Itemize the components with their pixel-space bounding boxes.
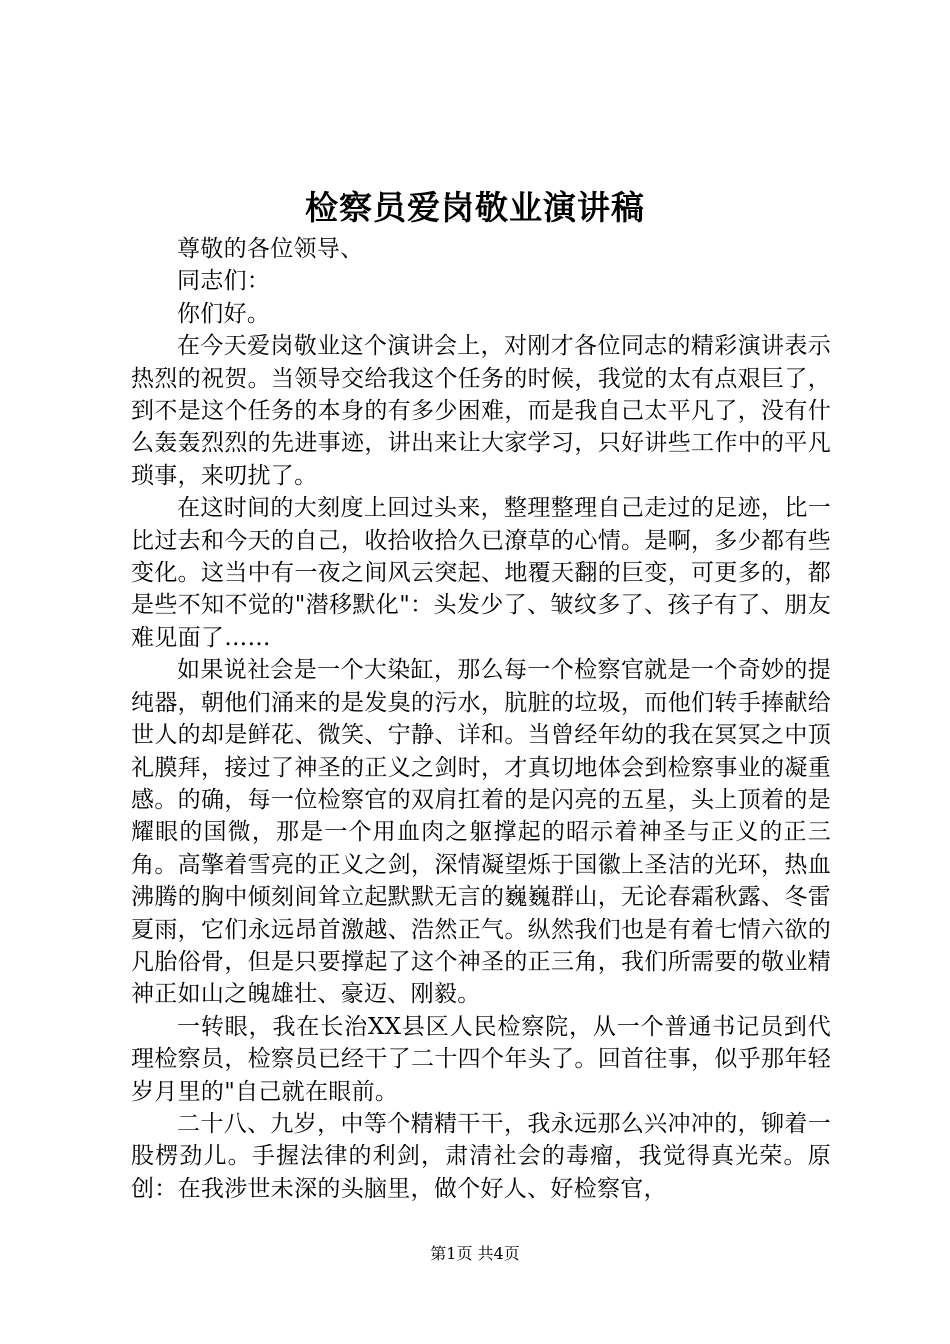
paragraph-greeting: 你们好。 xyxy=(177,300,271,327)
page-number-footer: 第1页 共4页 xyxy=(430,1244,520,1263)
paragraph: 一转眼，我在长治XX县区人民检察院，从一个普通书记员到代理检察员，检察员已经干了二十四个年头了。回首往事，似乎那年轻岁月里的"自己就在眼前。 xyxy=(131,1013,831,1105)
document-title: 检察员爱岗敬业演讲稿 xyxy=(305,188,645,227)
paragraph: 二十八、九岁，中等个精精干干，我永远那么兴冲冲的，铆着一股楞劲儿。手握法律的利剑，肃清社会的毒瘤，我觉得真光荣。原创：在我涉世未深的头脑里，做个好人、好检察官， xyxy=(131,1110,831,1202)
paragraph-salutation: 尊敬的各位领导、 xyxy=(177,236,364,262)
paragraph: 在这时间的大刻度上回过头来，整理整理自己走过的足迹，比一比过去和今天的自己，收拾收拾久已潦草的心情。是啊，多少都有些变化。这当中有一夜之间风云突起、地覆天翻的巨变，可更多的，都是些不知不觉的"潜移默化"：头发少了、皱纹多了、孩子有了、朋友难见面了…… xyxy=(131,495,831,651)
document-body xyxy=(131,233,831,1205)
paragraph-salutation-2: 同志们： xyxy=(177,268,271,295)
paragraph: 在今天爱岗敬业这个演讲会上，对刚才各位同志的精彩演讲表示热烈的祝贺。当领导交给我这个任务的时候，我觉的太有点艰巨了，到不是这个任务的本身的有多少困难，而是我自己太平凡了，没有什么轰轰烈烈的先进事迹，讲出来让大家学习，只好讲些工作中的平凡琐事，来叨扰了。 xyxy=(131,333,831,489)
paragraph: 如果说社会是一个大染缸，那么每一个检察官就是一个奇妙的提纯器，朝他们涌来的是发臭的污水，肮脏的垃圾，而他们转手捧献给世人的却是鲜花、微笑、宁静、详和。当曾经年幼的我在冥冥之中顶礼膜拜，接过了神圣的正义之剑时，才真切地体会到检察事业的凝重感。的确，每一位检察官的双肩扛着的是闪亮的五星，头上顶着的是耀眼的国微，那是一个用血肉之躯撑起的昭示着神圣与正义的正三角。高擎着雪亮的正义之剑，深情凝望烁于国徽上圣洁的光环，热血沸腾的胸中倾刻间耸立起默默无言的巍巍群山，无论春霜秋露、冬雷夏雨，它们永远昂首激越、浩然正气。纵然我们也是有着七情六欲的凡胎俗骨，但是只要撑起了这个神圣的正三角，我们所需要的敬业精神正如山之魄雄壮、豪迈、刚毅。 xyxy=(131,657,831,1008)
